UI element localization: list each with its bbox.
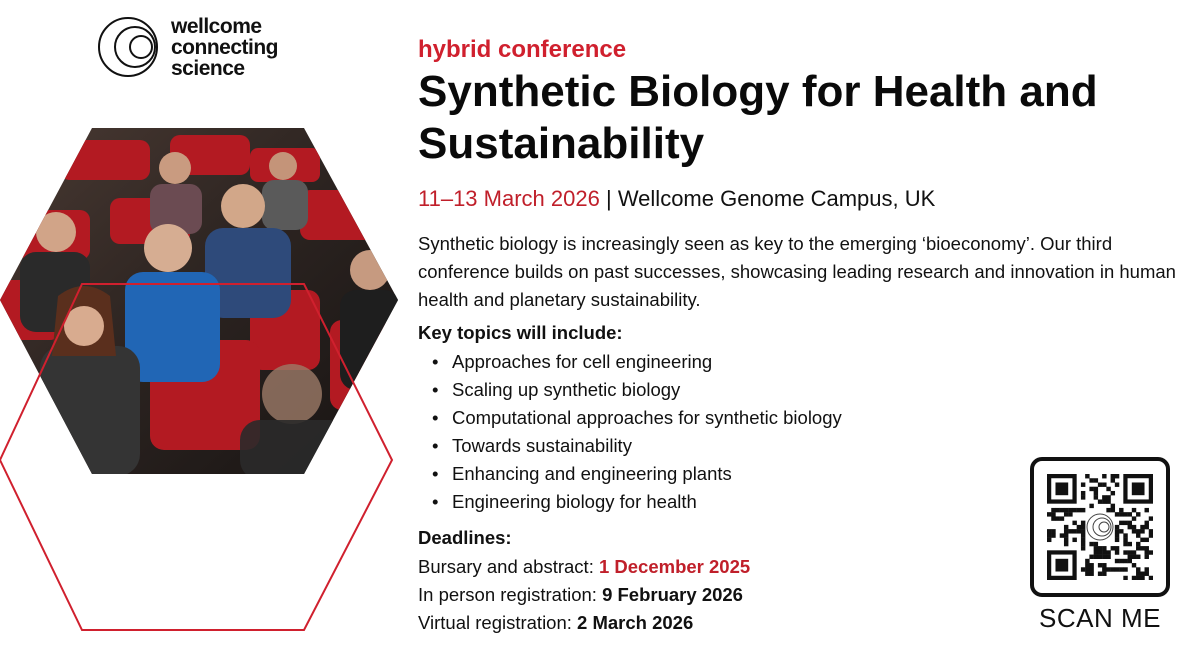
bullet-icon: • — [432, 351, 439, 372]
conference-audience-photo — [0, 120, 400, 640]
qr-code-icon — [1047, 474, 1153, 580]
concentric-circles-logo-icon — [97, 16, 159, 78]
deadline-in-person — [418, 581, 750, 609]
topic-label: Engineering biology for health — [452, 491, 697, 512]
qr-code[interactable] — [1030, 457, 1170, 597]
deadline-bursary — [418, 553, 750, 581]
bullet-icon: • — [432, 491, 439, 512]
bullet-icon: • — [432, 435, 439, 456]
qr-caption: SCAN ME — [1039, 603, 1161, 633]
topic-label: Enhancing and engineering plants — [452, 463, 732, 484]
deadline-label: In person registration: — [418, 584, 597, 605]
deadline-label: Virtual registration: — [418, 612, 572, 633]
logo-line-1: wellcome — [171, 15, 262, 38]
list-item — [432, 348, 842, 376]
topic-label: Computational approaches for synthetic biology — [452, 407, 842, 428]
deadline-date: 2 March 2026 — [577, 612, 694, 633]
event-type: hybrid conference — [418, 36, 627, 63]
list-item — [432, 404, 842, 432]
logo-line-3: science — [171, 57, 245, 80]
page-title: Synthetic Biology for Health and Sustainability — [418, 67, 1098, 168]
wellcome-logo — [97, 14, 357, 84]
deadlines-list — [418, 553, 750, 637]
logo-wordmark — [171, 16, 278, 79]
dateline-separator: | — [605, 186, 612, 211]
list-item — [432, 460, 842, 488]
bullet-icon: • — [432, 463, 439, 484]
topic-label: Approaches for cell engineering — [452, 351, 713, 372]
event-dateline — [418, 186, 935, 212]
topic-label: Scaling up synthetic biology — [452, 379, 681, 400]
deadline-virtual — [418, 609, 750, 637]
list-item — [432, 488, 842, 516]
topics-list — [432, 348, 842, 516]
bullet-icon: • — [432, 407, 439, 428]
deadlines-heading: Deadlines: — [418, 527, 512, 548]
event-venue: Wellcome Genome Campus, UK — [617, 186, 936, 211]
logo-line-2: connecting — [171, 36, 279, 59]
topic-label: Towards sustainability — [452, 435, 632, 456]
deadline-date: 1 December 2025 — [598, 556, 751, 577]
bullet-icon: • — [432, 379, 439, 400]
list-item — [432, 432, 842, 460]
topics-heading: Key topics will include: — [418, 322, 623, 343]
deadline-label: Bursary and abstract: — [418, 556, 594, 577]
event-intro: Synthetic biology is increasingly seen as key to the emerging ‘bioeconomy’. Our third conference builds on past successes, showcasing leading research and innovation in human health and planetary sustainability. — [418, 233, 1176, 310]
deadline-date: 9 February 2026 — [602, 584, 743, 605]
event-dates: 11–13 March 2026 — [418, 186, 600, 211]
list-item — [432, 376, 842, 404]
